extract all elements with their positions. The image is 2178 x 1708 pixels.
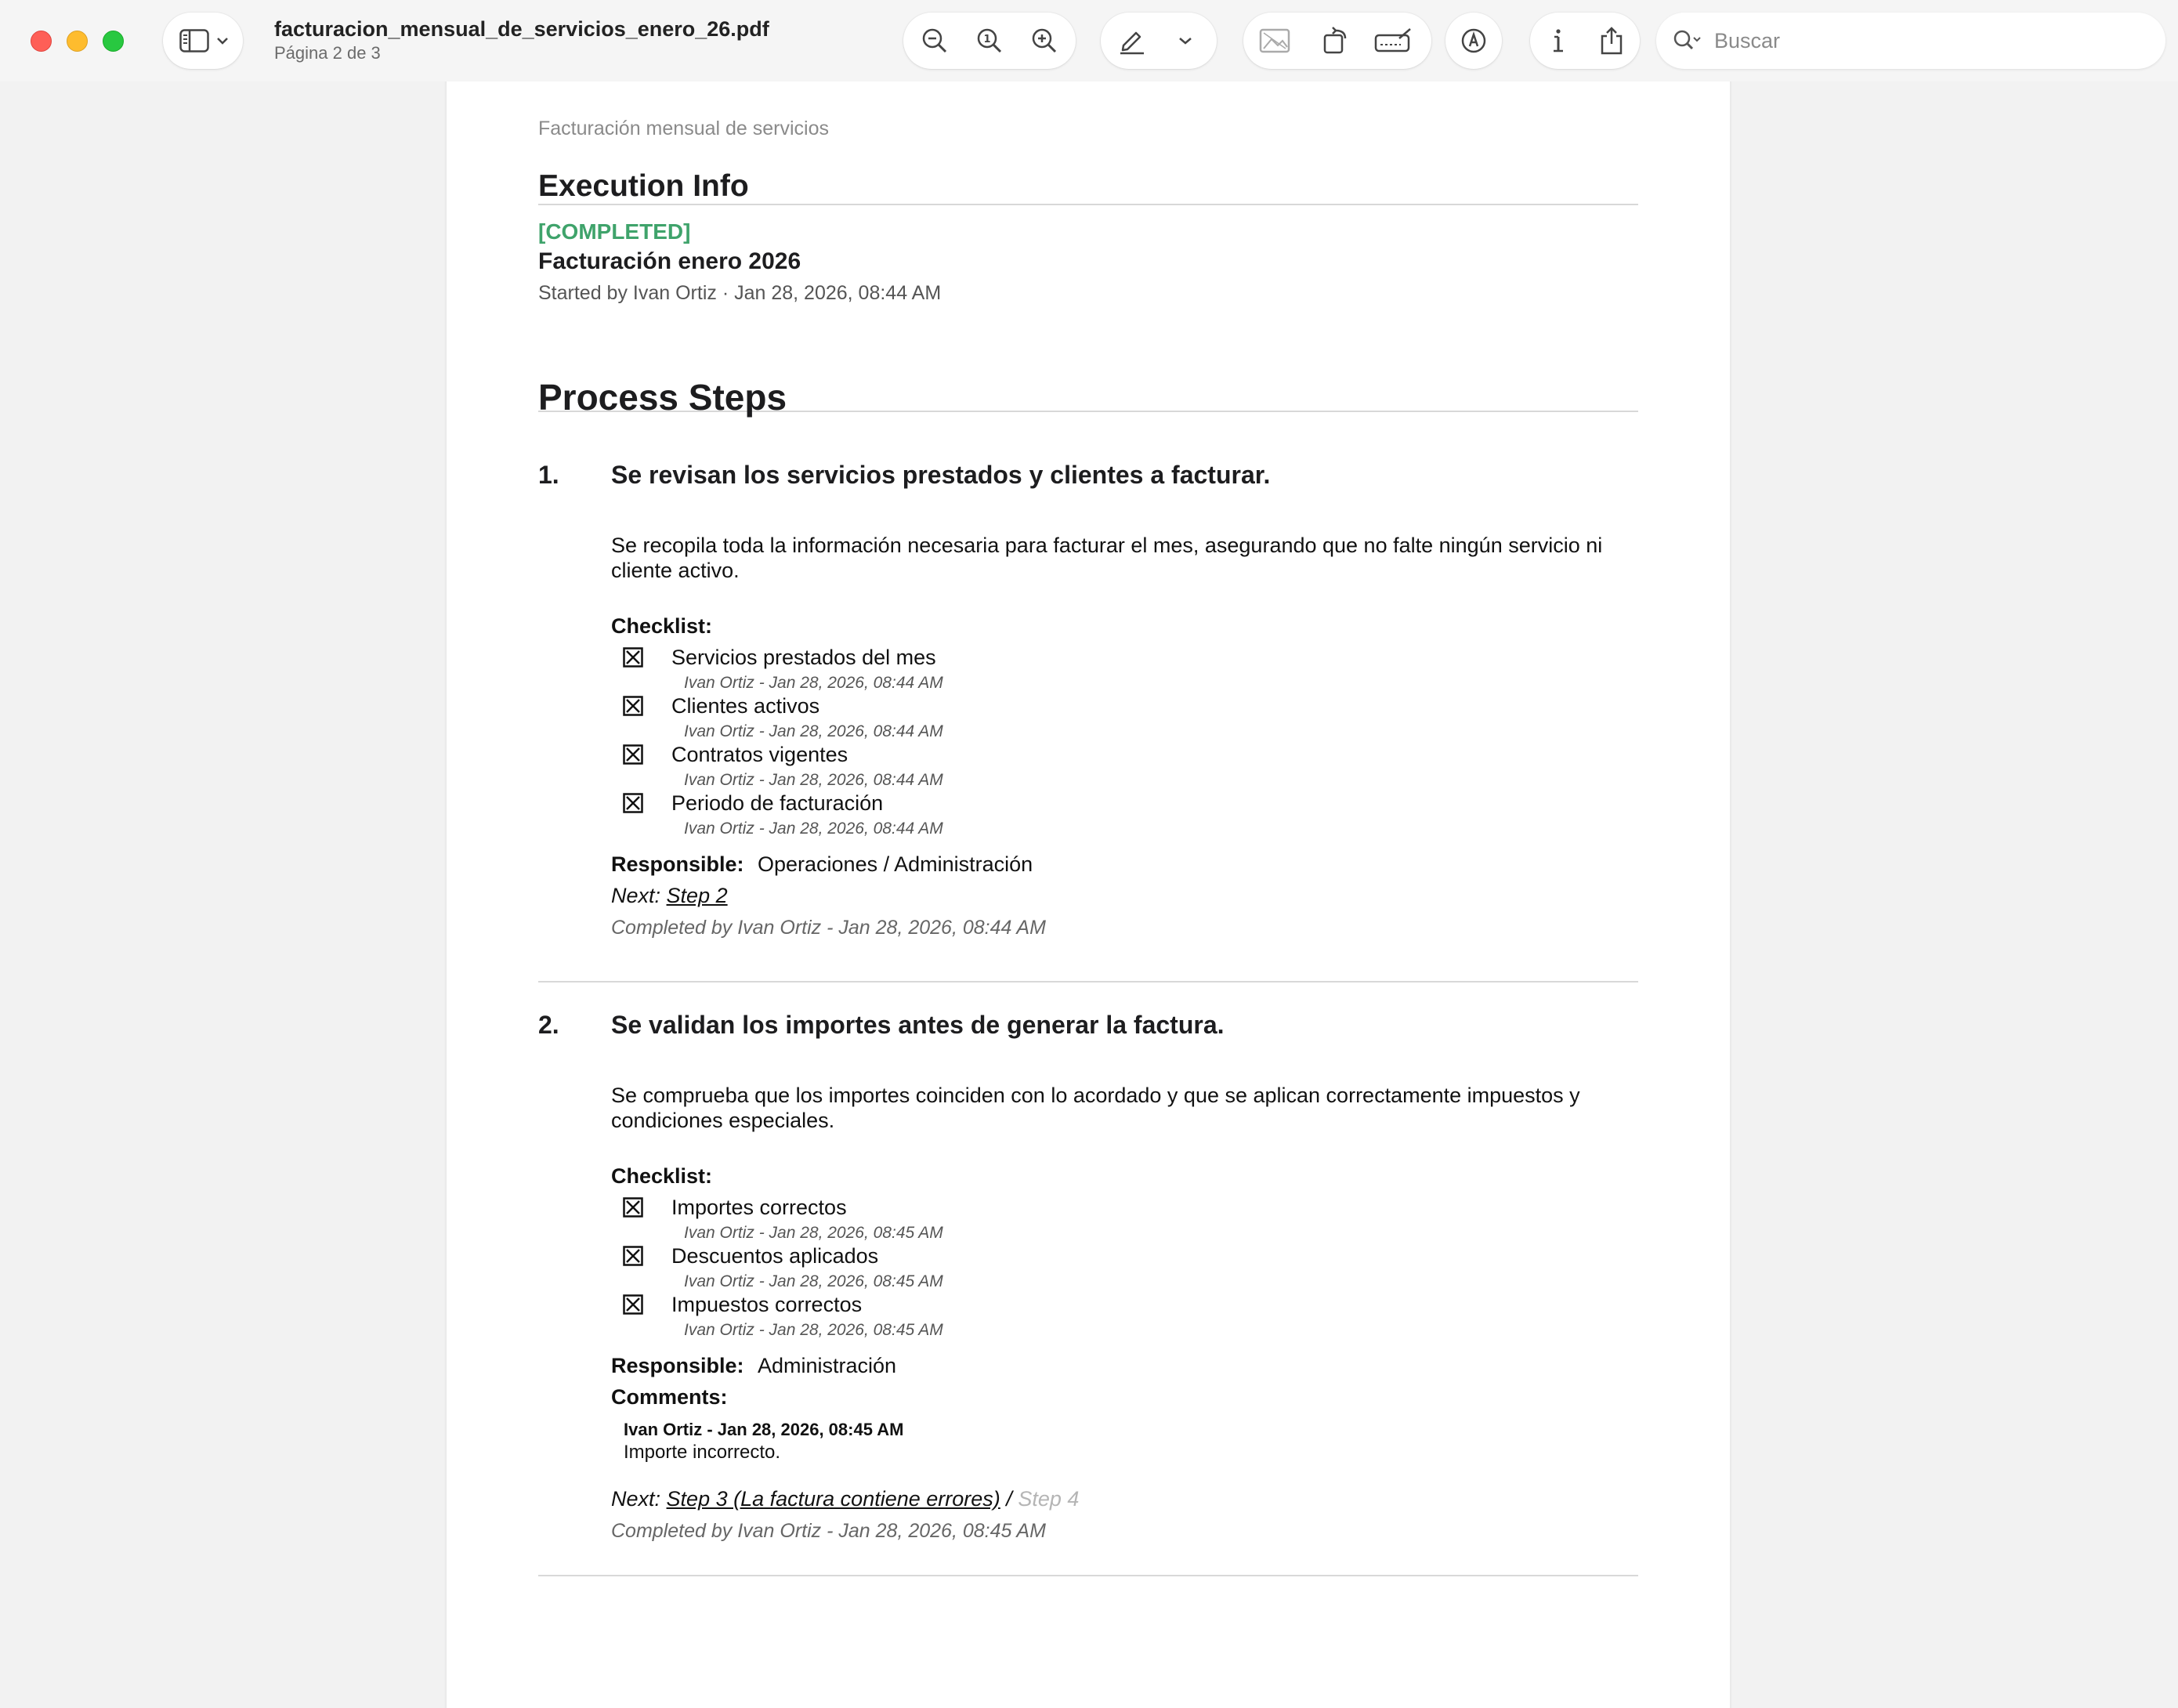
next-label: Next:	[611, 884, 661, 907]
divider	[538, 204, 1638, 205]
checklist-item-meta: Ivan Ortiz - Jan 28, 2026, 08:45 AM	[684, 1224, 943, 1242]
checklist-item-meta: Ivan Ortiz - Jan 28, 2026, 08:45 AM	[684, 1321, 943, 1339]
comments-label: Comments:	[611, 1385, 728, 1409]
execution-heading: Execution Info	[538, 169, 749, 203]
search-field[interactable]	[1656, 13, 2165, 69]
next-step-link[interactable]: Step 2	[666, 884, 728, 907]
image-crop-icon[interactable]	[1259, 28, 1290, 53]
checklist-item-text: Servicios prestados del mes	[671, 646, 936, 669]
checklist-item-meta: Ivan Ortiz - Jan 28, 2026, 08:44 AM	[684, 674, 943, 692]
signature-icon[interactable]	[1374, 27, 1413, 54]
checklist-item-meta: Ivan Ortiz - Jan 28, 2026, 08:44 AM	[684, 820, 943, 838]
document-canvas[interactable]	[0, 81, 2178, 1708]
comment-text: Importe incorrecto.	[624, 1442, 781, 1463]
checklist-label: Checklist:	[611, 614, 713, 638]
zoom-controls	[903, 13, 1076, 69]
checklist-item-meta: Ivan Ortiz - Jan 28, 2026, 08:44 AM	[684, 771, 943, 789]
minimize-window-button[interactable]	[67, 31, 88, 52]
checked-checkbox-icon	[623, 647, 643, 671]
step-number: 2.	[538, 1011, 559, 1039]
step-completed-meta: Completed by Ivan Ortiz - Jan 28, 2026, 08:44 AM	[611, 917, 1046, 939]
comment-meta: Ivan Ortiz - Jan 28, 2026, 08:45 AM	[624, 1420, 904, 1439]
next-step	[611, 884, 728, 908]
step-completed-meta: Completed by Ivan Ortiz - Jan 28, 2026, 08:45 AM	[611, 1520, 1046, 1542]
share-icon[interactable]	[1599, 26, 1624, 56]
checked-checkbox-icon	[623, 793, 643, 817]
chevron-down-icon	[216, 37, 229, 45]
execution-meta: Started by Ivan Ortiz · Jan 28, 2026, 08:44 AM	[538, 282, 942, 304]
divider	[538, 981, 1638, 982]
step-description: Se recopila toda la información necesaria para facturar el mes, asegurando que no falte ningún servicio ni cliente activo.	[611, 534, 1603, 582]
highlight-pen-icon[interactable]	[1117, 27, 1147, 55]
checklist-item-meta: Ivan Ortiz - Jan 28, 2026, 08:44 AM	[684, 722, 943, 740]
info-icon[interactable]	[1550, 27, 1566, 54]
checked-checkbox-icon	[623, 744, 643, 769]
rotate-icon[interactable]	[1322, 26, 1350, 56]
zoom-window-button[interactable]	[103, 31, 124, 52]
zoom-out-icon[interactable]	[921, 27, 949, 55]
step-title: Se validan los importes antes de generar la factura.	[611, 1011, 1225, 1039]
step-title: Se revisan los servicios prestados y clientes a facturar.	[611, 461, 1271, 489]
search-input[interactable]	[1714, 25, 2137, 56]
checklist-item-text: Periodo de facturación	[671, 791, 884, 815]
divider	[538, 1575, 1638, 1576]
status-badge: [COMPLETED]	[538, 219, 691, 244]
responsible-value: Operaciones / Administración	[758, 852, 1033, 876]
next-step-link[interactable]: Step 3 (La factura contiene errores)	[666, 1487, 1000, 1511]
responsible-label: Responsible:	[611, 852, 744, 876]
responsible-label: Responsible:	[611, 1354, 744, 1377]
checklist-item-text: Descuentos aplicados	[671, 1244, 879, 1268]
markup-button[interactable]	[1445, 13, 1502, 69]
page-indicator: Página 2 de 3	[274, 43, 381, 63]
steps-heading: Process Steps	[538, 377, 787, 418]
execution-name: Facturación enero 2026	[538, 248, 801, 274]
highlight-controls	[1101, 13, 1217, 69]
chevron-down-icon[interactable]	[1178, 37, 1192, 45]
checklist-item-text: Contratos vigentes	[671, 743, 848, 766]
next-step-alt: Step 4	[1018, 1487, 1080, 1511]
checklist-item-text: Clientes activos	[671, 694, 820, 718]
checked-checkbox-icon	[623, 1246, 643, 1270]
search-icon	[1672, 28, 1703, 57]
edit-controls	[1243, 13, 1431, 69]
checked-checkbox-icon	[623, 696, 643, 720]
checklist-label: Checklist:	[611, 1164, 713, 1188]
checklist-item-text: Importes correctos	[671, 1196, 847, 1219]
markup-icon	[1460, 27, 1487, 54]
document-title: facturacion_mensual_de_servicios_enero_26.pdf	[274, 17, 769, 41]
close-window-button[interactable]	[31, 31, 52, 52]
checked-checkbox-icon	[623, 1294, 643, 1319]
checklist-item-text: Impuestos correctos	[671, 1293, 863, 1316]
checklist-item-meta: Ivan Ortiz - Jan 28, 2026, 08:45 AM	[684, 1272, 943, 1290]
step-number: 1.	[538, 461, 559, 489]
checked-checkbox-icon	[623, 1197, 643, 1221]
running-header: Facturación mensual de servicios	[538, 118, 829, 139]
info-share-controls	[1530, 13, 1640, 69]
actual-size-icon[interactable]	[975, 27, 1004, 55]
next-label: Next:	[611, 1487, 661, 1511]
next-separator: /	[1006, 1487, 1012, 1511]
pdf-page	[447, 81, 1730, 1708]
svg-text:1: 1	[983, 34, 991, 45]
responsible-value: Administración	[758, 1354, 897, 1377]
sidebar-icon	[179, 29, 209, 52]
sidebar-toggle-button[interactable]	[163, 13, 243, 69]
next-step	[611, 1487, 1079, 1511]
window-toolbar	[0, 0, 2178, 81]
step-description: Se comprueba que los importes coinciden con lo acordado y que se aplican correctamente impuestos y condiciones especiales.	[611, 1084, 1580, 1132]
zoom-in-icon[interactable]	[1030, 27, 1058, 55]
